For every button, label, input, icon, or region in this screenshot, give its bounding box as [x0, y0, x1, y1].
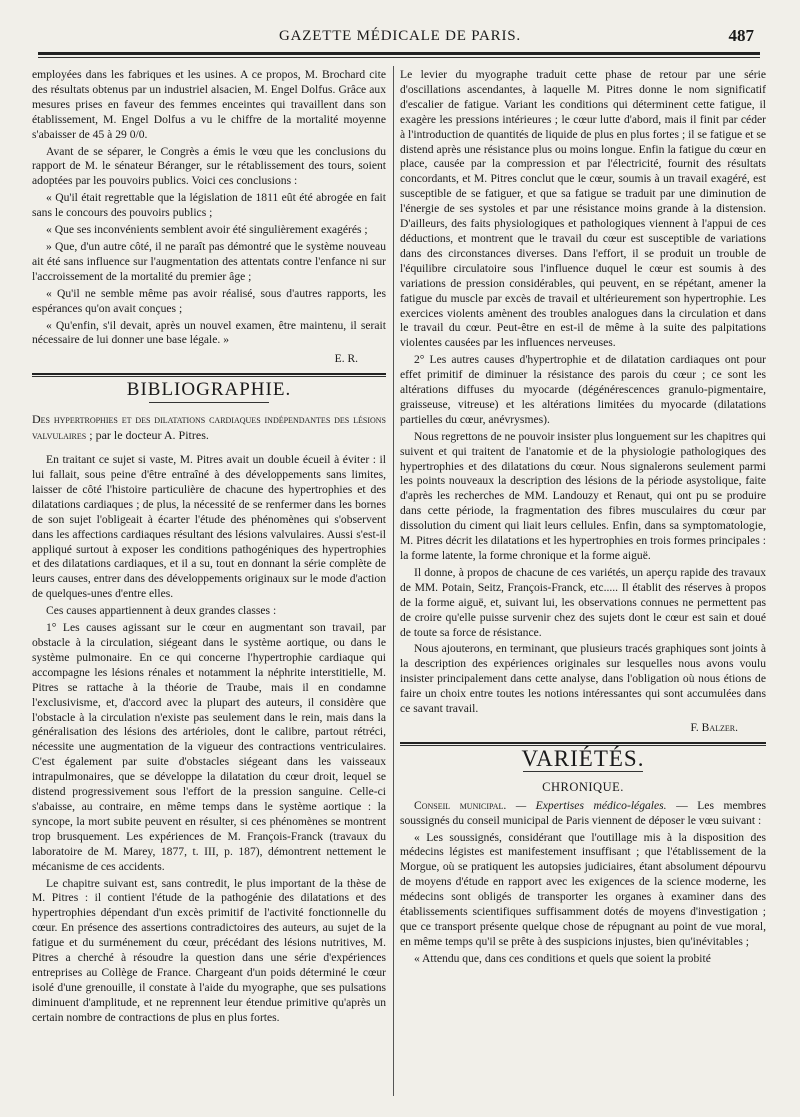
paragraph: » Que, d'un autre côté, il ne paraît pas démontré que le système nouveau ait été sans influence sur l'augmentation des attentats contre l'enfance ni sur l'accroissement de la mortalité du premier âge ; [32, 239, 386, 283]
section-title-bibliographie: BIBLIOGRAPHIE. [126, 379, 292, 401]
left-column [32, 68, 386, 1028]
paragraph: 2° Les autres causes d'hypertrophie et de dilatation cardiaques ont pour effet primitif de diminuer la résistance des parois du cœur ; ce sont les altérations diffuses du myocarde (dégénérescences granulo-pigmentaire, graisseuse, vitreuse) et les altérations limitées du myocarde (dilatations partielles du cœur, anévrysmes). [400, 353, 766, 426]
paragraph: « Que ses inconvénients semblent avoir été singulièrement exagérés ; [46, 223, 368, 237]
book-author: par le docteur A. Pitres. [95, 428, 209, 443]
header-rule-thin [38, 57, 760, 58]
paragraph: « Attendu que, dans ces conditions et quels que soient la probité [414, 951, 711, 965]
paragraph: 1° Les causes agissant sur le cœur en augmentant son travail, par obstacle à la circulation, siégeant dans le système aortique, ou dans le système pulmonaire. En ce qui concerne l'hypertrophie cardiaque qui accompagne les lésions rénales et notamment la néphrite interstitielle, M. Pitres se rattache à la théorie de Traube, mais il en condamne l'exclusivisme, et, d'accord avec la plupart des auteurs, il considère que l'obstacle à la circulation n'existe pas seulement dans le rein, mais dans la généralisation des lésions des artérioles, dont le calibre, partout rétréci, nécessite une augmentation de la vigueur des contractions ventriculaires. C'est également par suite d'obstacles siégeant dans les vaisseaux intrapulmonaires, que se développe la dilatation du cœur droit, lequel se distend progressivement sous l'effort de la pression sanguine. Celle-ci s'abaisse, au contraire, en même temps dans le système aortique : la syncope, la mort subite peuvent en résulter, si ces phénomènes se montrent trop brusquement. Les expériences de M. François-Franck (travaux du laboratoire de M. Marey, 1877, t. III, p. 187), démontrent nettement le mécanisme de ces accidents. [32, 621, 386, 873]
conseil-heading: — Expertises médico-légales. [515, 798, 667, 812]
section-title-varietes: VARIÉTÉS. [521, 745, 645, 771]
paragraph [400, 799, 766, 829]
section-rule [400, 742, 766, 744]
paragraph: « Qu'enfin, s'il devait, après un nouvel examen, être maintenu, il serait nécessaire de lui donner une base légale. » [32, 318, 386, 347]
section-rule [32, 373, 386, 375]
paragraph: Ces causes appartiennent à deux grandes classes : [46, 604, 277, 618]
conseil-intro: — Les membres soussignés du conseil municipal de Paris viennent de déposer le vœu suivant : [400, 798, 766, 827]
page-number: 487 [728, 26, 754, 45]
paragraph: Nous regrettons de ne pouvoir insister plus longuement sur les chapitres qui suivent et qui traitent de l'anatomie et de la physiologie pathologiques des hypertrophies et des dilatations du cœur. Nous signalerons seulement parmi les points nouveaux la description des lésions de la période asystolique, faite d'après les recherches de MM. Landouzy et Renaut, qui ont pu se produire dans cette période, la fragmentation des fibres musculaires du cœur par dissolution du ciment qui liait leurs cellules. Enfin, dans sa symptomatologie, M. Pitres décrit les dilatations et les hypertrophies en trois formes principales : la forme latente, la forme chronique et la forme aiguë. [400, 429, 766, 562]
book-title [32, 411, 386, 443]
header-rule [38, 52, 760, 55]
paragraph: « Qu'il ne semble même pas avoir réalisé, sous d'autres rapports, les espérances qu'on avait conçues ; [32, 286, 386, 315]
subsection-title-chronique: CHRONIQUE. [542, 779, 624, 794]
paragraph: Le chapitre suivant est, sans contredit, le plus important de la thèse de M. Pitres : il contient l'étude de la pathogénie des dilatations et des hypertrophies dépendant d'un excès primitif de l'activité fonctionnelle du cœur. En présence des assertions contradictoires des auteurs, au sujet de la fatigue et du surménement du cœur, précédant des lésions nutritives, M. Pitres a cherché à résoudre la question dans une série d'expériences entreprises au Collège de France. Chargeant d'un poids déterminé le cœur isolé d'une grenouille, il constate à l'aide du myographe, que ses pulsations diminuent d'amplitude, et ne reprennent leur étendue primitive qu'après un certain nombre de contractions de plus en plus fortes. [32, 876, 386, 1024]
section-rule-thin [32, 376, 386, 377]
book-title-text: Des hypertrophies et des dilatations cardiaques indépendantes des lésions valvulaires ; [32, 412, 386, 443]
signature: E. R. [334, 353, 358, 366]
title-underline [523, 771, 643, 772]
paragraph: En traitant ce sujet si vaste, M. Pitres avait un double écueil à éviter : il lui fallait, sous peine d'être entraîné à des développements sans limites, laisser de côté l'histoire particulière de chacune des hypertrophies et des dilatations cardiaques ; de plus, la nécessité de se renfermer dans les bornes de son sujet l'obligeait à écarter l'étude des phénomènes qui s'observent dans les affections cardiaques résultant des lésions valvulaires. Aussi s'est-il appliqué surtout à exposer les conditions pathogéniques des hypertrophies et des dilatations cardiaques, et il a su, tout en donnant la série complète de leurs causes, entrer dans des développements originaux sur le mode d'action de quelques-unes d'entre elles. [32, 453, 386, 601]
paragraph: « Les soussignés, considérant que l'outillage mis à la disposition des médecins légistes est manifestement insuffisant ; que l'établissement de la Morgue, où se pratiquent les autopsies judiciaires, étant absolument dépourvu de moyens d'étude en rapport avec les exigences de la science moderne, les médecins sont obligés de transporter les organes à examiner dans des établissements scientifiques suffisamment dotés de moyens d'investigation ; que ce transport présente quelque chose de répugnant au point de vue moral, en même temps qu'il se prête à des suspicions injustes, bien qu'inévitables ; [400, 830, 766, 948]
journal-title: GAZETTE MÉDICALE DE PARIS. [279, 28, 521, 44]
column-divider [393, 66, 394, 1096]
paragraph: employées dans les fabriques et les usines. A ce propos, M. Brochard cite des résultats obtenus par un industriel alsacien, M. Engel Dolfus. Grâce aux mesures prises en faveur des femmes enceintes qui travaillent dans son établissement, M. Engel Dolfus a vu le chiffre de la mortalité moyenne s'abaisser de 45 à 29 0/0. [32, 68, 386, 141]
paragraph: Nous ajouterons, en terminant, que plusieurs tracés graphiques sont joints à la description des expériences originales sur lesquelles nous avons voulu insister principalement dans cette analyse, dans l'obligation où nous étions de faire un choix entre toutes les notions intéressantes qui sont accumulées dans ce savant travail. [400, 642, 766, 716]
paragraph: Il donne, à propos de chacune de ces variétés, un aperçu rapide des travaux de MM. Potain, Seitz, François-Franck, etc..... Il établit des réserves à propos de la forme aiguë, et, suivant lui, les observations connues ne permettent pas de croire qu'elle puisse survenir chez des sujets dont le cœur est sain et doué de toute sa force de résistance. [400, 565, 766, 639]
paragraph: « Qu'il était regrettable que la législation de 1811 eût été abrogée en fait sans le concours des pouvoirs publics ; [32, 191, 386, 220]
page-header [0, 22, 800, 62]
conseil-label: Conseil municipal. [414, 798, 507, 812]
paragraph: Le levier du myographe traduit cette phase de retour par une série d'oscillations ascendantes, à laquelle M. Pitres donne le nom significatif d'escalier de fatigue. Variant les conditions qui déterminent cette fatigue, il exagère les pressions intérieures ; le cœur lutte d'abord, mais il finit par céder à l'introduction de quantités de liquide de plus en plus fortes ; il se fatigue et se distend après une résistance plus ou moins longue. Enfin la fatigue du cœur en place, causée par la compression et par l'électricité, fournit des résultats concordants, et M. Pitres conclut que le cœur, soumis à un travail exagéré, est susceptible de se fatiguer, et que sa fatigue se traduit par une diminution de l'énergie de ses systoles et par une résistance moins grande à la distension. D'ailleurs, des faits physiologiques et pathologiques viennent à l'appui de ces déductions, et montrent que le travail du cœur est susceptible de variations dans des circonstances diverses. Dans l'effort, il se produit un trouble de l'équilibre circulatoire sous l'influence duquel le cœur est soumis à des variations de pression considérables, qui peuvent, en se répétant, amener la fatigue du muscle par excès de travail et ultérieurement son hypertrophie. Les exercices violents amènent des troubles analogues dans la circulation et dans le travail du cœur. Peut-être en est-il de même à la suite des palpitations violentes causées par les influences nerveuses. [400, 68, 766, 350]
title-underline [149, 402, 269, 403]
paragraph: Avant de se séparer, le Congrès a émis le vœu que les conclusions du rapport de M. le sénateur Béranger, sur le rétablissement des tours, soient adoptées par les pouvoirs publics. Voici ces conclusions : [32, 144, 386, 188]
signature: F. Balzer. [690, 721, 738, 734]
right-column [400, 68, 766, 969]
